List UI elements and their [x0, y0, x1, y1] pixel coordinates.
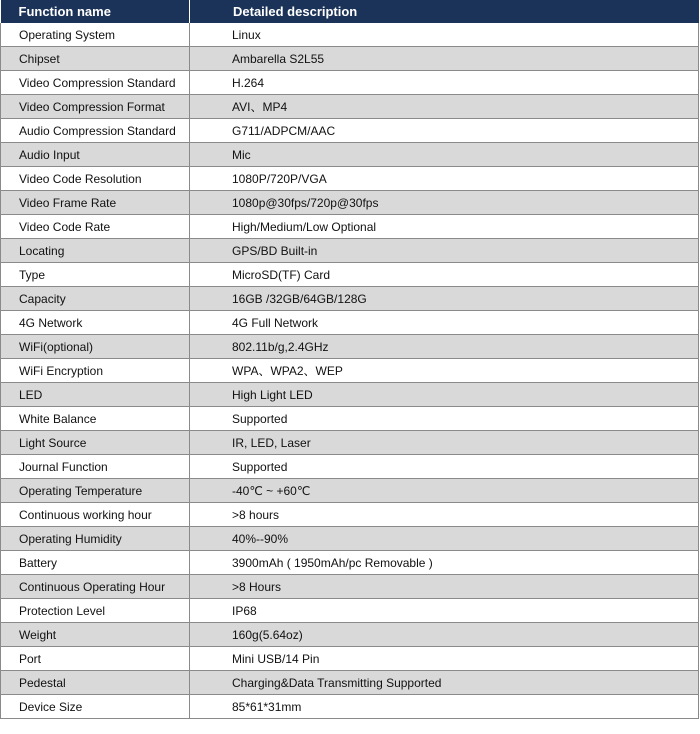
description-cell: G711/ADPCM/AAC	[190, 119, 699, 143]
description-cell: -40℃ ~ +60℃	[190, 479, 699, 503]
function-name-cell: White Balance	[1, 407, 190, 431]
function-name-cell: Chipset	[1, 47, 190, 71]
table-body	[1, 23, 699, 719]
table-row	[1, 551, 699, 575]
function-name-cell: Audio Compression Standard	[1, 119, 190, 143]
function-name-cell: Operating Temperature	[1, 479, 190, 503]
description-cell: IP68	[190, 599, 699, 623]
table-row	[1, 71, 699, 95]
table-row	[1, 167, 699, 191]
table-row	[1, 455, 699, 479]
table-row	[1, 95, 699, 119]
table-row	[1, 575, 699, 599]
table-row	[1, 383, 699, 407]
description-cell: Supported	[190, 407, 699, 431]
table-row	[1, 599, 699, 623]
description-cell: 802.11b/g,2.4GHz	[190, 335, 699, 359]
function-name-cell: Continuous Operating Hour	[1, 575, 190, 599]
table-row	[1, 647, 699, 671]
description-cell: IR, LED, Laser	[190, 431, 699, 455]
description-cell: Supported	[190, 455, 699, 479]
function-name-cell: Device Size	[1, 695, 190, 719]
description-cell: 85*61*31mm	[190, 695, 699, 719]
function-name-cell: Port	[1, 647, 190, 671]
function-name-cell: Battery	[1, 551, 190, 575]
header-function-name: Function name	[1, 0, 190, 23]
description-cell: Linux	[190, 23, 699, 47]
description-cell: 40%--90%	[190, 527, 699, 551]
function-name-cell: Video Code Rate	[1, 215, 190, 239]
description-cell: 1080p@30fps/720p@30fps	[190, 191, 699, 215]
table-row	[1, 503, 699, 527]
description-cell: >8 Hours	[190, 575, 699, 599]
function-name-cell: Operating System	[1, 23, 190, 47]
table-row	[1, 527, 699, 551]
description-cell: 160g(5.64oz)	[190, 623, 699, 647]
header-detailed-description: Detailed description	[190, 0, 699, 23]
table-row	[1, 671, 699, 695]
header-row	[1, 0, 699, 23]
description-cell: AVI、MP4	[190, 95, 699, 119]
table-row	[1, 191, 699, 215]
function-name-cell: Pedestal	[1, 671, 190, 695]
function-name-cell: WiFi Encryption	[1, 359, 190, 383]
function-name-cell: Capacity	[1, 287, 190, 311]
description-cell: 4G Full Network	[190, 311, 699, 335]
description-cell: Mic	[190, 143, 699, 167]
table-row	[1, 311, 699, 335]
function-name-cell: Video Frame Rate	[1, 191, 190, 215]
function-name-cell: Protection Level	[1, 599, 190, 623]
table-row	[1, 623, 699, 647]
function-name-cell: Light Source	[1, 431, 190, 455]
function-name-cell: Video Code Resolution	[1, 167, 190, 191]
function-name-cell: Operating Humidity	[1, 527, 190, 551]
table-row	[1, 263, 699, 287]
table-row	[1, 215, 699, 239]
table-row	[1, 287, 699, 311]
description-cell: >8 hours	[190, 503, 699, 527]
function-name-cell: LED	[1, 383, 190, 407]
table-row	[1, 359, 699, 383]
table-row	[1, 119, 699, 143]
description-cell: 1080P/720P/VGA	[190, 167, 699, 191]
table-row	[1, 479, 699, 503]
description-cell: High/Medium/Low Optional	[190, 215, 699, 239]
description-cell: WPA、WPA2、WEP	[190, 359, 699, 383]
description-cell: H.264	[190, 71, 699, 95]
table-row	[1, 407, 699, 431]
function-name-cell: Locating	[1, 239, 190, 263]
table-row	[1, 47, 699, 71]
function-name-cell: WiFi(optional)	[1, 335, 190, 359]
description-cell: Charging&Data Transmitting Supported	[190, 671, 699, 695]
function-name-cell: Type	[1, 263, 190, 287]
description-cell: MicroSD(TF) Card	[190, 263, 699, 287]
function-name-cell: Continuous working hour	[1, 503, 190, 527]
function-name-cell: 4G Network	[1, 311, 190, 335]
table-row	[1, 23, 699, 47]
function-name-cell: Video Compression Standard	[1, 71, 190, 95]
description-cell: High Light LED	[190, 383, 699, 407]
description-cell: Mini USB/14 Pin	[190, 647, 699, 671]
table-row	[1, 335, 699, 359]
description-cell: 3900mAh ( 1950mAh/pc Removable )	[190, 551, 699, 575]
table-row	[1, 143, 699, 167]
description-cell: GPS/BD Built-in	[190, 239, 699, 263]
table-row	[1, 695, 699, 719]
function-name-cell: Journal Function	[1, 455, 190, 479]
description-cell: 16GB /32GB/64GB/128G	[190, 287, 699, 311]
function-name-cell: Video Compression Format	[1, 95, 190, 119]
table-header	[1, 0, 699, 23]
table-row	[1, 431, 699, 455]
function-name-cell: Audio Input	[1, 143, 190, 167]
table-row	[1, 239, 699, 263]
description-cell: Ambarella S2L55	[190, 47, 699, 71]
function-name-cell: Weight	[1, 623, 190, 647]
